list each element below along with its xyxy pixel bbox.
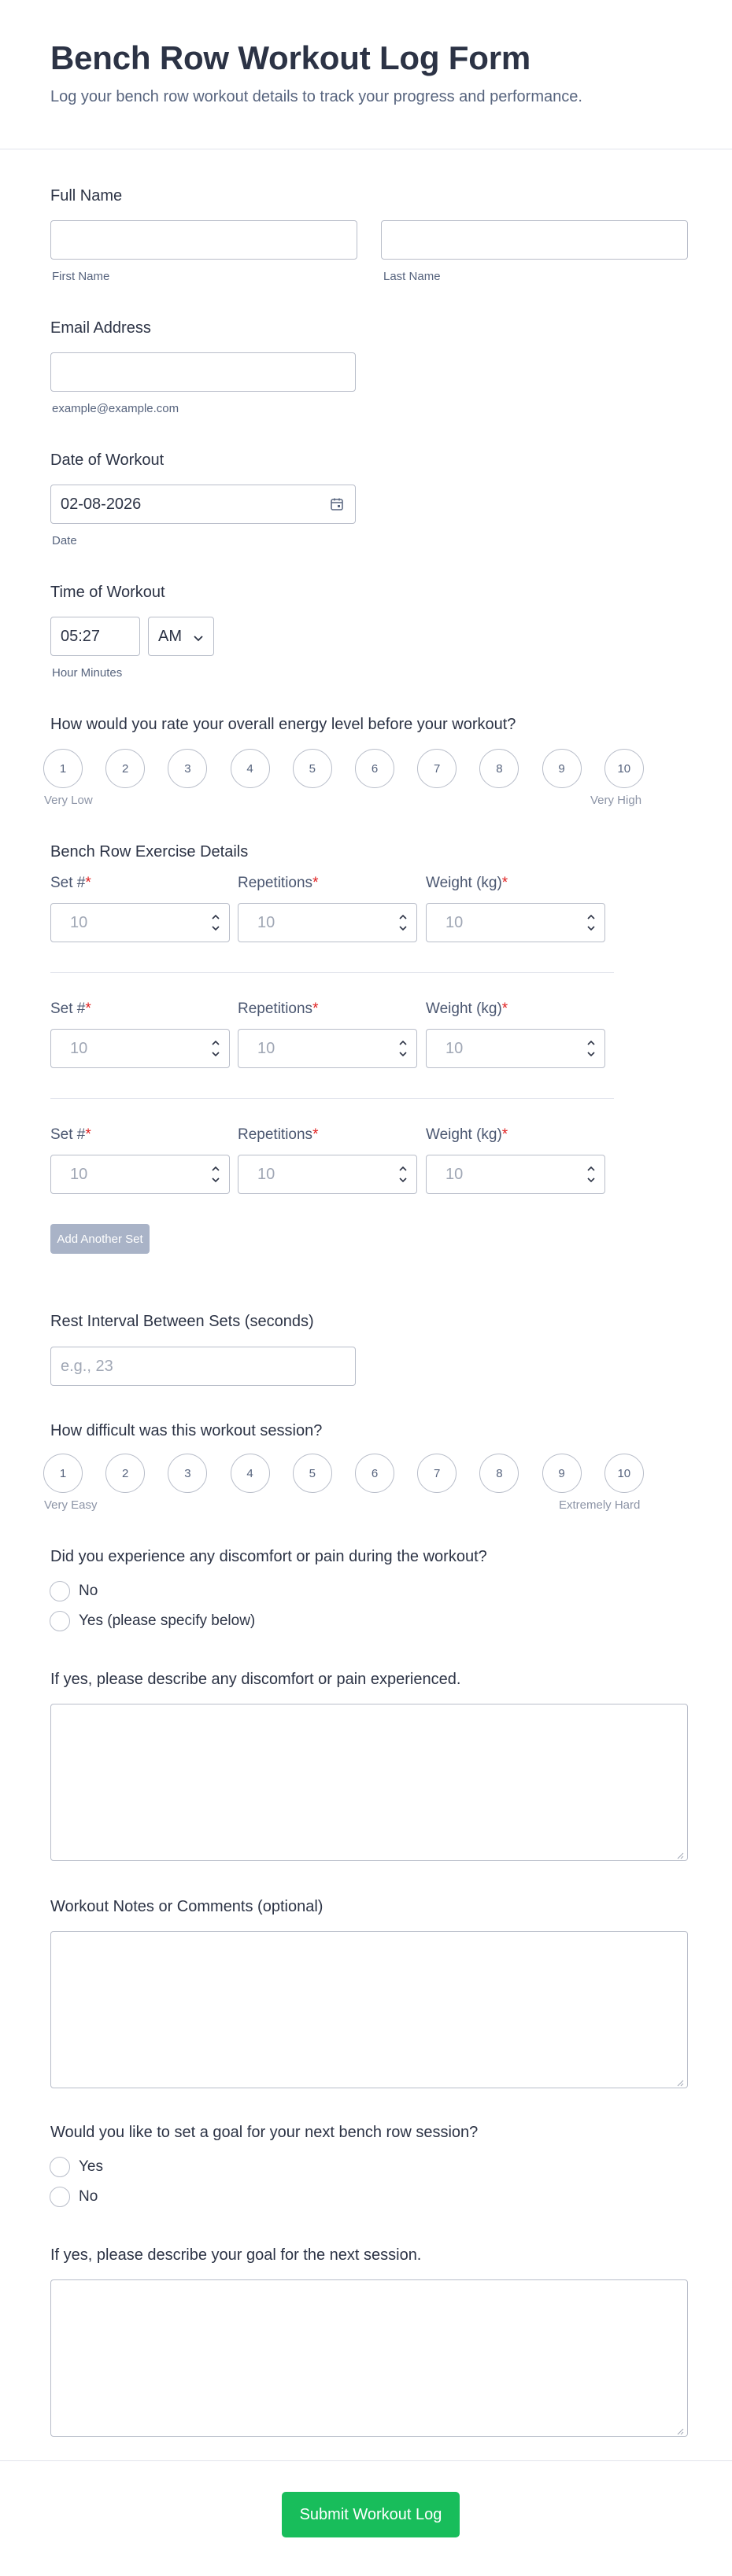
required-asterisk: * xyxy=(501,1126,508,1143)
resize-grip-icon[interactable] xyxy=(676,2077,684,2084)
weight-column-label-text: Weight (kg) xyxy=(426,1001,502,1017)
energy-label: How would you rate your overall energy level before your workout? xyxy=(50,716,516,733)
calendar-icon[interactable] xyxy=(330,497,344,511)
energy-option-1[interactable]: 1 xyxy=(43,749,83,788)
required-asterisk: * xyxy=(85,1001,91,1017)
date-sublabel: Date xyxy=(52,534,77,547)
set-number-placeholder: 10 xyxy=(70,1040,88,1057)
number-stepper-icon[interactable] xyxy=(397,912,409,934)
weight-column-label xyxy=(426,875,508,892)
energy-option-9[interactable]: 9 xyxy=(542,749,582,788)
page-subtitle: Log your bench row workout details to track your progress and performance. xyxy=(50,88,582,105)
repetitions-column-label-text: Repetitions xyxy=(238,1126,313,1143)
required-asterisk: * xyxy=(85,1126,91,1143)
discomfort-description-label: If yes, please describe any discomfort or pain experienced. xyxy=(50,1671,461,1688)
weight-placeholder: 10 xyxy=(445,1040,464,1057)
first-name-input[interactable] xyxy=(50,220,357,260)
discomfort-no-label: No xyxy=(79,1583,98,1599)
required-asterisk: * xyxy=(312,1126,319,1143)
weight-column-label xyxy=(426,1001,508,1018)
page-title: Bench Row Workout Log Form xyxy=(50,39,531,76)
date-value: 02-08-2026 xyxy=(61,496,142,513)
energy-low-label: Very Low xyxy=(44,794,93,807)
required-asterisk: * xyxy=(312,875,319,891)
goal-no-radio[interactable] xyxy=(50,2187,70,2207)
ampm-value: AM xyxy=(158,628,182,645)
discomfort-yes-label: Yes (please specify below) xyxy=(79,1612,256,1629)
repetitions-column-label xyxy=(238,875,318,892)
weight-input-set-3[interactable] xyxy=(426,1155,605,1194)
required-asterisk: * xyxy=(501,1001,508,1017)
rest-interval-placeholder: e.g., 23 xyxy=(61,1358,113,1375)
time-input[interactable] xyxy=(50,617,140,656)
number-stepper-icon[interactable] xyxy=(210,1163,221,1185)
set-number-column-label xyxy=(50,1001,91,1018)
weight-placeholder: 10 xyxy=(445,1166,464,1183)
set-number-placeholder: 10 xyxy=(70,914,88,931)
difficulty-option-9[interactable]: 9 xyxy=(542,1454,582,1493)
discomfort-no-radio[interactable] xyxy=(50,1581,70,1601)
energy-option-4[interactable]: 4 xyxy=(231,749,270,788)
energy-option-10[interactable]: 10 xyxy=(604,749,644,788)
time-label: Time of Workout xyxy=(50,584,165,601)
repetitions-column-label xyxy=(238,1001,318,1018)
repetitions-input-set-2[interactable] xyxy=(238,1029,417,1068)
last-name-sublabel: Last Name xyxy=(383,270,441,283)
energy-option-2[interactable]: 2 xyxy=(105,749,145,788)
difficulty-label: How difficult was this workout session? xyxy=(50,1422,323,1439)
required-asterisk: * xyxy=(85,875,91,891)
repetitions-input-set-3[interactable] xyxy=(238,1155,417,1194)
set-number-input-set-3[interactable] xyxy=(50,1155,230,1194)
ampm-select[interactable] xyxy=(148,617,214,656)
discomfort-description-textarea[interactable] xyxy=(50,1704,688,1861)
difficulty-option-1[interactable]: 1 xyxy=(43,1454,83,1493)
repetitions-column-label-text: Repetitions xyxy=(238,875,313,891)
set-number-column-label xyxy=(50,1126,91,1144)
difficulty-option-8[interactable]: 8 xyxy=(479,1454,519,1493)
energy-option-5[interactable]: 5 xyxy=(293,749,332,788)
last-name-input[interactable] xyxy=(381,220,688,260)
energy-option-6[interactable]: 6 xyxy=(355,749,394,788)
difficulty-option-2[interactable]: 2 xyxy=(105,1454,145,1493)
full-name-label: Full Name xyxy=(50,187,123,205)
set-number-column-label xyxy=(50,875,91,892)
workout-notes-textarea[interactable] xyxy=(50,1931,688,2088)
weight-placeholder: 10 xyxy=(445,914,464,931)
number-stepper-icon[interactable] xyxy=(586,1163,597,1185)
difficulty-option-5[interactable]: 5 xyxy=(293,1454,332,1493)
difficulty-option-10[interactable]: 10 xyxy=(604,1454,644,1493)
rest-interval-label: Rest Interval Between Sets (seconds) xyxy=(50,1313,314,1330)
energy-option-7[interactable]: 7 xyxy=(417,749,457,788)
set-number-column-label-text: Set # xyxy=(50,1001,86,1017)
email-field[interactable] xyxy=(50,352,356,392)
difficulty-option-6[interactable]: 6 xyxy=(355,1454,394,1493)
difficulty-option-7[interactable]: 7 xyxy=(417,1454,457,1493)
required-asterisk: * xyxy=(312,1001,319,1017)
submit-workout-log-button[interactable]: Submit Workout Log xyxy=(282,2492,460,2537)
first-name-sublabel: First Name xyxy=(52,270,110,283)
goal-description-textarea[interactable] xyxy=(50,2279,688,2437)
difficulty-option-3[interactable]: 3 xyxy=(168,1454,207,1493)
repetitions-column-label-text: Repetitions xyxy=(238,1001,313,1017)
energy-high-label: Very High xyxy=(590,794,642,807)
weight-column-label-text: Weight (kg) xyxy=(426,875,502,891)
discomfort-yes-radio[interactable] xyxy=(50,1611,70,1631)
difficulty-low-label: Very Easy xyxy=(44,1498,98,1512)
exercise-details-label: Bench Row Exercise Details xyxy=(50,843,249,861)
goal-yes-radio[interactable] xyxy=(50,2157,70,2177)
repetitions-placeholder: 10 xyxy=(257,914,275,931)
number-stepper-icon[interactable] xyxy=(586,1037,597,1060)
energy-option-3[interactable]: 3 xyxy=(168,749,207,788)
form-header xyxy=(0,0,732,149)
goal-label: Would you like to set a goal for your next bench row session? xyxy=(50,2124,479,2141)
set-number-column-label-text: Set # xyxy=(50,875,86,891)
weight-input-set-2[interactable] xyxy=(426,1029,605,1068)
add-another-set-button[interactable]: Add Another Set xyxy=(50,1224,150,1254)
difficulty-option-4[interactable]: 4 xyxy=(231,1454,270,1493)
discomfort-label: Did you experience any discomfort or pain during the workout? xyxy=(50,1548,487,1565)
rest-interval-input[interactable] xyxy=(50,1347,356,1386)
weight-input-set-1[interactable] xyxy=(426,903,605,942)
date-input[interactable] xyxy=(50,485,356,524)
resize-grip-icon[interactable] xyxy=(676,1849,684,1857)
number-stepper-icon[interactable] xyxy=(397,1037,409,1060)
set-number-column-label-text: Set # xyxy=(50,1126,86,1143)
email-label: Email Address xyxy=(50,319,151,337)
email-sublabel: example@example.com xyxy=(52,402,179,415)
number-stepper-icon[interactable] xyxy=(397,1163,409,1185)
weight-column-label xyxy=(426,1126,508,1144)
repetitions-placeholder: 10 xyxy=(257,1166,275,1183)
set-number-input-set-1[interactable] xyxy=(50,903,230,942)
resize-grip-icon[interactable] xyxy=(676,2425,684,2433)
required-asterisk: * xyxy=(501,875,508,891)
goal-no-label: No xyxy=(79,2188,98,2205)
goal-yes-label: Yes xyxy=(79,2158,103,2175)
energy-option-8[interactable]: 8 xyxy=(479,749,519,788)
number-stepper-icon[interactable] xyxy=(586,912,597,934)
weight-column-label-text: Weight (kg) xyxy=(426,1126,502,1143)
repetitions-placeholder: 10 xyxy=(257,1040,275,1057)
set-number-placeholder: 10 xyxy=(70,1166,88,1183)
set-divider xyxy=(50,972,614,973)
workout-notes-label: Workout Notes or Comments (optional) xyxy=(50,1898,323,1915)
repetitions-column-label xyxy=(238,1126,318,1144)
set-number-input-set-2[interactable] xyxy=(50,1029,230,1068)
chevron-down-icon xyxy=(193,632,204,640)
time-sublabel: Hour Minutes xyxy=(52,666,123,680)
number-stepper-icon[interactable] xyxy=(210,912,221,934)
difficulty-high-label: Extremely Hard xyxy=(559,1498,641,1512)
time-value: 05:27 xyxy=(61,628,101,645)
repetitions-input-set-1[interactable] xyxy=(238,903,417,942)
goal-description-label: If yes, please describe your goal for the next session. xyxy=(50,2246,422,2264)
date-label: Date of Workout xyxy=(50,451,165,469)
set-divider xyxy=(50,1098,614,1099)
number-stepper-icon[interactable] xyxy=(210,1037,221,1060)
